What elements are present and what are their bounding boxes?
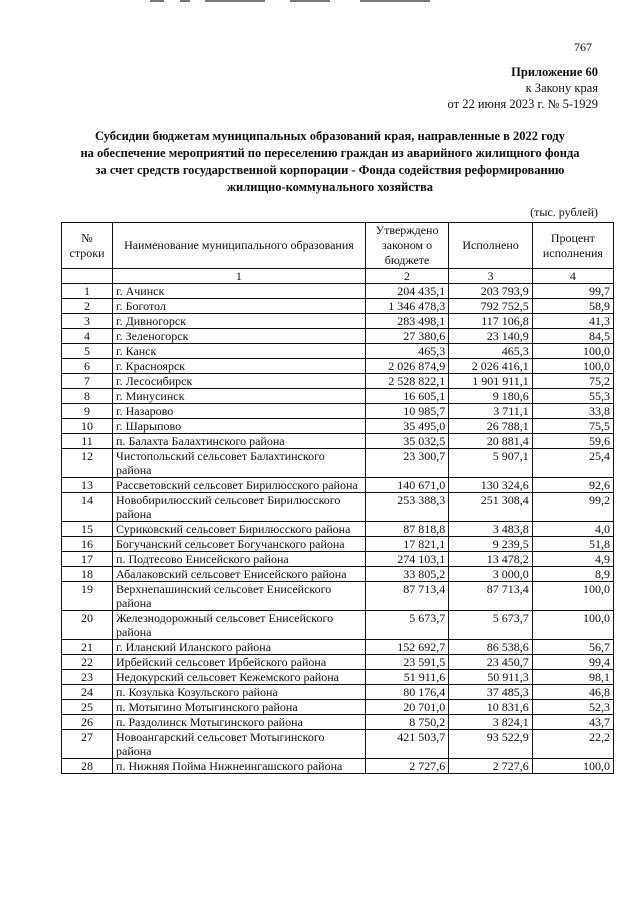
municipality-name: Суриковский сельсовет Бирилюсского района	[113, 522, 366, 537]
appendix-law-date: от 22 июня 2023 г. № 5-1929	[447, 97, 598, 111]
table-row	[62, 493, 614, 522]
table-row	[62, 730, 614, 759]
municipality-name: п. Нижняя Пойма Нижнеингашского района	[113, 759, 366, 774]
row-number: 28	[62, 759, 113, 774]
row-number: 23	[62, 670, 113, 685]
column-number: 2	[365, 269, 448, 284]
municipality-name: п. Козулька Козульского района	[113, 685, 366, 700]
approved-amount: 23 300,7	[365, 449, 448, 478]
row-number: 21	[62, 640, 113, 655]
approved-amount: 51 911,6	[365, 670, 448, 685]
row-number: 20	[62, 611, 113, 640]
approved-amount: 465,3	[365, 344, 448, 359]
approved-amount: 80 176,4	[365, 685, 448, 700]
executed-amount: 9 239,5	[449, 537, 532, 552]
row-number: 19	[62, 582, 113, 611]
municipality-name: г. Боготол	[113, 299, 366, 314]
executed-amount: 203 793,9	[449, 284, 532, 299]
executed-amount: 1 901 911,1	[449, 374, 532, 389]
table-header-row	[62, 223, 614, 269]
row-number: 25	[62, 700, 113, 715]
execution-percent: 98,1	[532, 670, 613, 685]
execution-percent: 58,9	[532, 299, 613, 314]
municipality-name: п. Раздолинск Мотыгинского района	[113, 715, 366, 730]
municipality-name: п. Мотыгино Мотыгинского района	[113, 700, 366, 715]
municipality-name: г. Красноярск	[113, 359, 366, 374]
column-number: 1	[113, 269, 366, 284]
municipality-name: г. Минусинск	[113, 389, 366, 404]
row-number: 11	[62, 434, 113, 449]
execution-percent: 4,0	[532, 522, 613, 537]
subsidies-table	[61, 222, 614, 774]
executed-amount: 3 711,1	[449, 404, 532, 419]
approved-amount: 5 673,7	[365, 611, 448, 640]
row-number: 1	[62, 284, 113, 299]
column-numbers-row	[62, 269, 614, 284]
execution-percent: 25,4	[532, 449, 613, 478]
executed-amount: 23 450,7	[449, 655, 532, 670]
execution-percent: 52,3	[532, 700, 613, 715]
executed-amount: 20 881,4	[449, 434, 532, 449]
row-number: 17	[62, 552, 113, 567]
execution-percent: 99,7	[532, 284, 613, 299]
municipality-name: Верхнепашинский сельсовет Енисейского района	[113, 582, 366, 611]
table-row	[62, 449, 614, 478]
executed-amount: 87 713,4	[449, 582, 532, 611]
table-row	[62, 284, 614, 299]
municipality-name: Чистопольский сельсовет Балахтинского района	[113, 449, 366, 478]
municipality-name: Недокурский сельсовет Кежемского района	[113, 670, 366, 685]
approved-amount: 140 671,0	[365, 478, 448, 493]
approved-amount: 16 605,1	[365, 389, 448, 404]
municipality-name: г. Лесосибирск	[113, 374, 366, 389]
row-number: 10	[62, 419, 113, 434]
execution-percent: 99,2	[532, 493, 613, 522]
page-number: 767	[574, 40, 592, 54]
approved-amount: 10 985,7	[365, 404, 448, 419]
header-row-number: № строки	[62, 223, 113, 269]
execution-percent: 75,2	[532, 374, 613, 389]
approved-amount: 87 713,4	[365, 582, 448, 611]
table-row	[62, 344, 614, 359]
table-row	[62, 611, 614, 640]
municipality-name: Богучанский сельсовет Богучанского района	[113, 537, 366, 552]
column-number: 3	[449, 269, 532, 284]
table-row	[62, 299, 614, 314]
table-row	[62, 552, 614, 567]
title-line: за счет средств государственной корпорации - Фонда содействия реформированию	[95, 163, 565, 177]
execution-percent: 4,9	[532, 552, 613, 567]
row-number: 13	[62, 478, 113, 493]
approved-amount: 20 701,0	[365, 700, 448, 715]
municipality-name: г. Зеленогорск	[113, 329, 366, 344]
municipality-name: г. Шарыпово	[113, 419, 366, 434]
title-line: Субсидии бюджетам муниципальных образований края, направленные в 2022 году	[94, 129, 566, 143]
execution-percent: 59,6	[532, 434, 613, 449]
row-number: 4	[62, 329, 113, 344]
table-row	[62, 670, 614, 685]
appendix-header	[448, 64, 598, 112]
executed-amount: 23 140,9	[449, 329, 532, 344]
row-number: 24	[62, 685, 113, 700]
executed-amount: 37 485,3	[449, 685, 532, 700]
execution-percent: 75,5	[532, 419, 613, 434]
execution-percent: 99,4	[532, 655, 613, 670]
row-number: 9	[62, 404, 113, 419]
municipality-name: п. Подтесово Енисейского района	[113, 552, 366, 567]
execution-percent: 41,3	[532, 314, 613, 329]
municipality-name: Новобирилюсский сельсовет Бирилюсского района	[113, 493, 366, 522]
table-row	[62, 478, 614, 493]
table-row	[62, 522, 614, 537]
table-row	[62, 582, 614, 611]
execution-percent: 92,6	[532, 478, 613, 493]
row-number: 16	[62, 537, 113, 552]
municipality-name: п. Балахта Балахтинского района	[113, 434, 366, 449]
approved-amount: 8 750,2	[365, 715, 448, 730]
municipality-name: Железнодорожный сельсовет Енисейского района	[113, 611, 366, 640]
table-row	[62, 655, 614, 670]
execution-percent: 100,0	[532, 344, 613, 359]
executed-amount: 2 727,6	[449, 759, 532, 774]
approved-amount: 253 388,3	[365, 493, 448, 522]
row-number: 22	[62, 655, 113, 670]
executed-amount: 5 907,1	[449, 449, 532, 478]
municipality-name: г. Канск	[113, 344, 366, 359]
row-number: 14	[62, 493, 113, 522]
approved-amount: 35 495,0	[365, 419, 448, 434]
executed-amount: 86 538,6	[449, 640, 532, 655]
execution-percent: 22,2	[532, 730, 613, 759]
row-number: 7	[62, 374, 113, 389]
executed-amount: 117 106,8	[449, 314, 532, 329]
approved-amount: 23 591,5	[365, 655, 448, 670]
row-number: 8	[62, 389, 113, 404]
municipality-name: г. Иланский Иланского района	[113, 640, 366, 655]
row-number: 15	[62, 522, 113, 537]
execution-percent: 100,0	[532, 359, 613, 374]
executed-amount: 50 911,3	[449, 670, 532, 685]
scan-artifact-marks	[150, 0, 430, 3]
executed-amount: 9 180,6	[449, 389, 532, 404]
approved-amount: 421 503,7	[365, 730, 448, 759]
executed-amount: 130 324,6	[449, 478, 532, 493]
table-row	[62, 685, 614, 700]
executed-amount: 792 752,5	[449, 299, 532, 314]
appendix-title: Приложение 60	[511, 65, 598, 79]
title-line: на обеспечение мероприятий по переселению граждан из аварийного жилищного фонда	[80, 146, 580, 160]
municipality-name: Абалаковский сельсовет Енисейского района	[113, 567, 366, 582]
execution-percent: 51,8	[532, 537, 613, 552]
execution-percent: 84,5	[532, 329, 613, 344]
column-number: 4	[532, 269, 613, 284]
table-row	[62, 715, 614, 730]
row-number: 18	[62, 567, 113, 582]
municipality-name: Новоангарский сельсовет Мотыгинского района	[113, 730, 366, 759]
header-approved: Утверждено законом о бюджете	[365, 223, 448, 269]
executed-amount: 26 788,1	[449, 419, 532, 434]
execution-percent: 46,8	[532, 685, 613, 700]
table-row	[62, 329, 614, 344]
approved-amount: 1 346 478,3	[365, 299, 448, 314]
row-number: 26	[62, 715, 113, 730]
execution-percent: 56,7	[532, 640, 613, 655]
table-row	[62, 434, 614, 449]
approved-amount: 33 805,2	[365, 567, 448, 582]
row-number: 27	[62, 730, 113, 759]
municipality-name: г. Ачинск	[113, 284, 366, 299]
units-label: (тыс. рублей)	[530, 205, 598, 219]
executed-amount: 13 478,2	[449, 552, 532, 567]
execution-percent: 100,0	[532, 759, 613, 774]
approved-amount: 35 032,5	[365, 434, 448, 449]
executed-amount: 3 483,8	[449, 522, 532, 537]
execution-percent: 8,9	[532, 567, 613, 582]
execution-percent: 100,0	[532, 582, 613, 611]
table-row	[62, 567, 614, 582]
row-number: 12	[62, 449, 113, 478]
table-row	[62, 759, 614, 774]
approved-amount: 2 727,6	[365, 759, 448, 774]
execution-percent: 33,8	[532, 404, 613, 419]
table-row	[62, 419, 614, 434]
executed-amount: 93 522,9	[449, 730, 532, 759]
approved-amount: 283 498,1	[365, 314, 448, 329]
approved-amount: 152 692,7	[365, 640, 448, 655]
row-number: 6	[62, 359, 113, 374]
execution-percent: 100,0	[532, 611, 613, 640]
table-row	[62, 314, 614, 329]
table-row	[62, 640, 614, 655]
table-row	[62, 404, 614, 419]
table-row	[62, 359, 614, 374]
table-body	[62, 284, 614, 774]
municipality-name: Рассветовский сельсовет Бирилюсского района	[113, 478, 366, 493]
approved-amount: 204 435,1	[365, 284, 448, 299]
executed-amount: 251 308,4	[449, 493, 532, 522]
execution-percent: 55,3	[532, 389, 613, 404]
municipality-name: г. Назарово	[113, 404, 366, 419]
row-number: 3	[62, 314, 113, 329]
table-row	[62, 700, 614, 715]
executed-amount: 2 026 416,1	[449, 359, 532, 374]
executed-amount: 10 831,6	[449, 700, 532, 715]
column-number-blank	[62, 269, 113, 284]
header-executed: Исполнено	[449, 223, 532, 269]
approved-amount: 2 528 822,1	[365, 374, 448, 389]
table-row	[62, 537, 614, 552]
header-percent: Процент исполнения	[532, 223, 613, 269]
executed-amount: 3 824,1	[449, 715, 532, 730]
approved-amount: 2 026 874,9	[365, 359, 448, 374]
row-number: 5	[62, 344, 113, 359]
document-title	[60, 128, 600, 196]
header-municipality-name: Наименование муниципального образования	[113, 223, 366, 269]
table-row	[62, 374, 614, 389]
title-line: жилищно-коммунального хозяйства	[226, 180, 434, 194]
municipality-name: г. Дивногорск	[113, 314, 366, 329]
municipality-name: Ирбейский сельсовет Ирбейского района	[113, 655, 366, 670]
approved-amount: 274 103,1	[365, 552, 448, 567]
table-row	[62, 389, 614, 404]
executed-amount: 3 000,0	[449, 567, 532, 582]
approved-amount: 27 380,6	[365, 329, 448, 344]
executed-amount: 5 673,7	[449, 611, 532, 640]
approved-amount: 17 821,1	[365, 537, 448, 552]
row-number: 2	[62, 299, 113, 314]
executed-amount: 465,3	[449, 344, 532, 359]
appendix-law-ref: к Закону края	[525, 81, 598, 95]
approved-amount: 87 818,8	[365, 522, 448, 537]
execution-percent: 43,7	[532, 715, 613, 730]
